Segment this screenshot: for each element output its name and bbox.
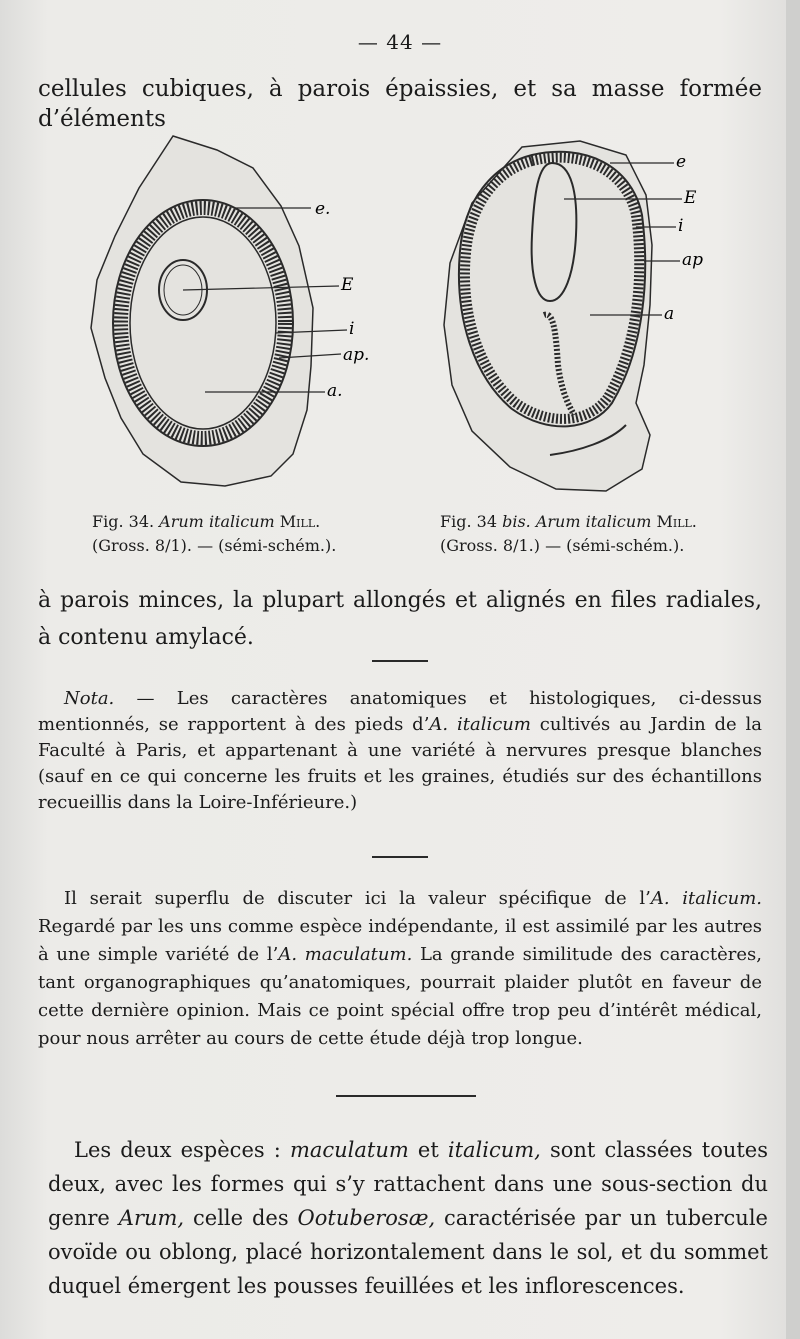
label-a: a xyxy=(664,304,675,324)
text: Les deux espèces : xyxy=(74,1138,290,1162)
paragraph-discussion xyxy=(38,885,762,1053)
paragraph-continuation: à parois minces, la plupart allongés et alignés en files radiales, à contenu amylacé. xyxy=(38,588,762,650)
text: sont classées toutes deux, avec les formes qui s’y rattachent dans une sous-section du genre xyxy=(48,1138,769,1230)
nota-text-end: cultivés au Jardin de la Faculté à Paris, et appartenant à une variété à nervures presque blanches (sauf en ce qui concerne les fruits et les graines, étudiés sur des échantillons recueillis dans la Loire-Inférieure.) xyxy=(38,714,762,813)
label-e: e xyxy=(676,152,687,172)
species: italicum, xyxy=(447,1138,541,1162)
text: Regardé par les uns comme espèce indépendante, il est assimilé par les autres à une simple variété de l’ xyxy=(38,916,762,965)
genus: Arum, xyxy=(118,1206,185,1230)
text: celle des xyxy=(184,1206,298,1230)
caption-fig-number: Fig. 34 xyxy=(440,512,497,531)
label-e: e. xyxy=(315,199,331,219)
label-a: a. xyxy=(327,381,343,401)
page-edge-shadow xyxy=(786,0,800,1339)
text: La grande similitude des caractères, tant organographiques qu’anatomiques, pourrait plaider plutôt en faveur de cette dernière opinion. Mais ce point spécial offre trop peu d’intérêt médical, pour nous arrêter au cours de cette étude déjà trop longue. xyxy=(38,944,762,1049)
label-E: E xyxy=(684,188,697,208)
nota-species: A. italicum xyxy=(429,714,531,735)
label-i: i xyxy=(678,216,684,236)
section-divider xyxy=(372,660,428,662)
caption-bis: bis. xyxy=(502,512,531,531)
figure-34-bis-caption xyxy=(440,510,780,558)
figure-34-caption xyxy=(92,510,412,558)
label-ap: ap. xyxy=(343,345,370,365)
section-divider xyxy=(372,856,428,858)
species: maculatum xyxy=(289,1138,409,1162)
caption-magnification: (Gross. 8/1.) — (sémi-schém.). xyxy=(440,536,685,555)
page-number: — 44 — xyxy=(357,30,443,54)
species: A. maculatum. xyxy=(278,944,413,965)
section-name: Ootuberosæ, xyxy=(297,1206,436,1230)
paragraph-classification xyxy=(48,1133,768,1303)
section-divider xyxy=(336,1095,476,1097)
text: et xyxy=(408,1138,448,1162)
label-i: i xyxy=(349,319,355,339)
paragraph-nota xyxy=(38,686,762,816)
species: A. italicum. xyxy=(650,888,762,909)
text: Il serait superflu de discuter ici la valeur spécifique de l’ xyxy=(64,888,651,909)
nota-text: — Les caractères anatomiques et histologiques, ci-dessus mentionnés, se rapportent à des pieds d’ xyxy=(38,688,762,735)
paragraph-intro: cellules cubiques, à parois épaissies, et sa masse formée d’éléments xyxy=(38,76,762,132)
nota-label: Nota. xyxy=(64,688,115,709)
caption-species: Arum italicum xyxy=(159,512,275,531)
caption-fig-number: Fig. 34. xyxy=(92,512,155,531)
figure-34-bis-drawing xyxy=(430,135,720,500)
label-E: E xyxy=(341,275,354,295)
caption-author: Mill. xyxy=(279,512,321,531)
text: caractérisée par un tubercule ovoïde ou oblong, placé horizontalement dans le sol, et du sommet duquel émergent les pousses feuillées et les inflorescences. xyxy=(48,1206,768,1298)
caption-species: Arum italicum xyxy=(535,512,652,531)
figure-34-drawing xyxy=(85,128,385,498)
caption-author: Mill. xyxy=(656,512,697,531)
label-ap: ap xyxy=(682,250,704,270)
caption-magnification: (Gross. 8/1). — (sémi-schém.). xyxy=(92,536,337,555)
